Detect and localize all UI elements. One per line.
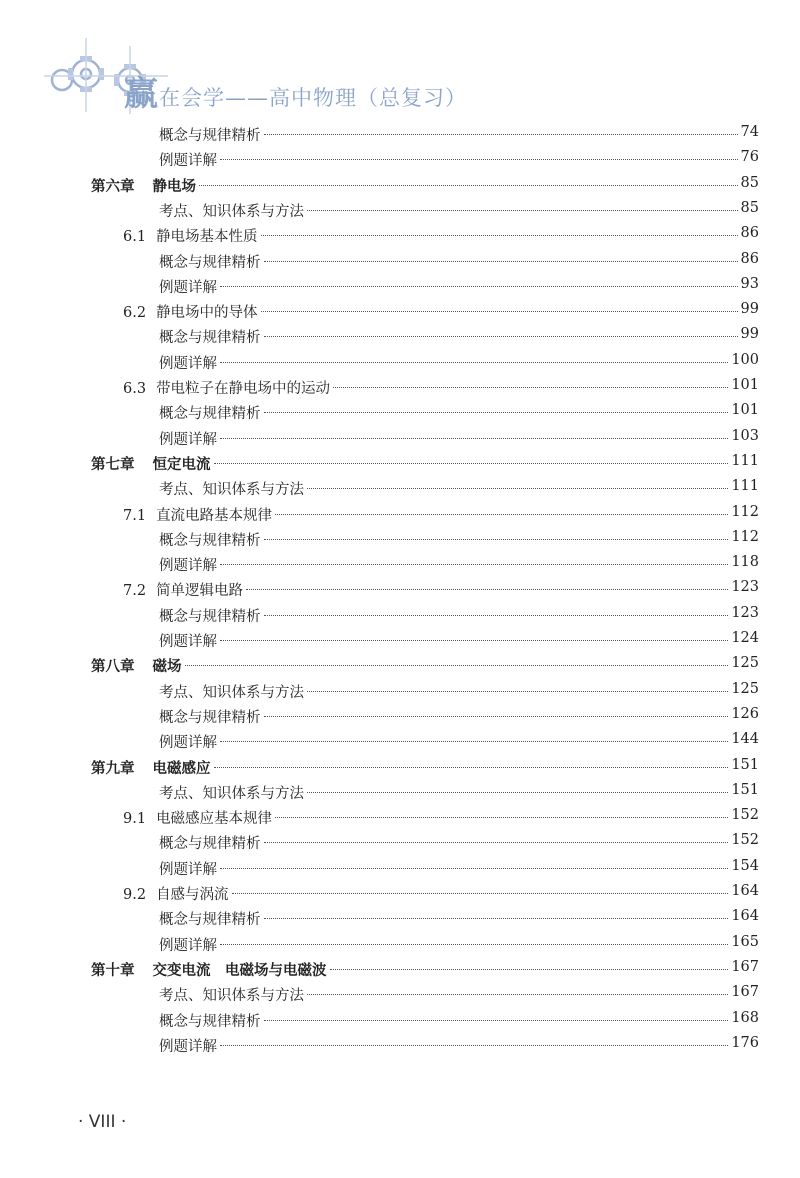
toc-row[interactable] [0,301,800,326]
entry-heading [159,124,261,145]
page-ref: 126 [731,705,759,722]
section-number: 6.3 [123,381,147,397]
toc-row[interactable] [0,428,800,453]
chapter-title: 恒定电流 [152,456,211,473]
leader-dots [220,741,728,742]
entry-heading [159,149,217,170]
chapter-heading [91,757,211,778]
leader-dots [220,564,728,565]
entry-title: 考点、知识体系与方法 [159,203,304,220]
toc-row[interactable] [0,200,800,225]
toc-row[interactable] [0,883,800,908]
toc-row[interactable] [0,807,800,832]
chapter-number: 第十章 [91,962,135,979]
toc-row[interactable] [0,934,800,959]
leader-dots [232,893,729,894]
page-ref: 167 [731,984,759,1001]
leader-dots [264,1020,729,1021]
leader-dots [307,994,728,995]
leader-dots [264,539,729,540]
page-ref: 101 [731,402,759,419]
toc-row[interactable] [0,706,800,731]
page-ref: 111 [731,478,759,495]
page-ref: 168 [731,1009,759,1026]
toc-row[interactable] [0,251,800,276]
entry-title: 概念与规律精析 [159,608,261,625]
entry-title: 例题详解 [159,355,217,372]
entry-title: 例题详解 [159,153,217,170]
leader-dots [220,640,728,641]
entry-heading [159,908,261,929]
entry-heading [159,352,217,373]
entry-heading [159,681,304,702]
page-ref: 86 [740,225,759,242]
chapter-heading [91,959,327,980]
section-heading [123,807,272,828]
section-heading [123,579,243,600]
entry-title: 概念与规律精析 [159,1013,261,1030]
page-ref: 85 [740,199,759,216]
section-number: 7.1 [123,507,147,524]
leader-dots [220,868,728,869]
entry-heading [159,984,304,1005]
entry-heading [159,478,304,499]
chapter-number: 第七章 [91,456,135,473]
entry-heading [159,782,304,803]
entry-title: 例题详解 [159,279,217,296]
entry-title: 考点、知识体系与方法 [159,785,304,802]
entry-title: 概念与规律精析 [159,532,261,549]
page-ref: 101 [731,377,759,393]
toc-row[interactable] [0,681,800,706]
toc-row[interactable] [0,453,800,478]
entry-title: 例题详解 [159,735,217,752]
section-title: 带电粒子在静电场中的运动 [156,381,331,397]
entry-heading [159,428,217,449]
toc-row[interactable] [0,504,800,529]
page-ref: 144 [731,731,759,748]
toc-row[interactable] [0,605,800,630]
entry-heading [159,832,261,853]
entry-title: 考点、知识体系与方法 [159,482,304,499]
page-ref: 152 [731,832,759,849]
page-ref: 76 [740,149,759,166]
chapter-number: 第九章 [91,760,135,777]
chapter-title: 交变电流 电磁场与电磁波 [152,962,327,979]
entry-heading [159,200,304,221]
entry-heading [159,554,217,575]
page-ref: 103 [731,427,759,444]
toc-row[interactable] [0,352,800,377]
toc-row[interactable] [0,326,800,351]
leader-dots [307,210,738,211]
toc-row[interactable] [0,858,800,883]
toc-row[interactable] [0,984,800,1009]
toc-row[interactable] [0,832,800,857]
section-heading [123,883,229,904]
leader-dots [333,387,728,388]
leader-dots [330,969,729,970]
page-number: · VIII · [78,1112,127,1132]
leader-dots [220,286,738,287]
page-ref: 151 [731,756,759,773]
toc-row[interactable] [0,529,800,554]
page-ref: 125 [731,655,759,672]
entry-title: 概念与规律精析 [159,836,261,853]
leader-dots [264,716,729,717]
entry-title: 概念与规律精析 [159,912,261,929]
toc-row[interactable] [0,630,800,655]
book-title-big: 赢 [124,74,159,114]
page-ref: 125 [731,680,759,697]
page-ref: 99 [740,326,759,343]
leader-dots [307,488,728,489]
entry-title: 例题详解 [159,1038,217,1055]
leader-dots [214,767,729,768]
leader-dots [220,362,728,363]
toc-row[interactable] [0,1010,800,1035]
section-number: 7.2 [123,583,147,600]
section-heading [123,377,330,398]
chapter-title: 电磁感应 [152,760,211,777]
toc-row[interactable] [0,402,800,427]
section-title: 静电场中的导体 [156,305,258,322]
toc-row[interactable] [0,959,800,984]
entry-title: 概念与规律精析 [159,406,261,423]
leader-dots [264,918,729,919]
entry-title: 例题详解 [159,937,217,954]
section-title: 自感与涡流 [156,887,229,903]
page-ref: 100 [731,351,759,368]
page-header [38,36,558,116]
leader-dots [199,185,738,186]
chapter-title: 磁场 [152,659,182,676]
page-ref: 74 [740,124,759,140]
entry-title: 概念与规律精析 [159,709,261,726]
toc-row[interactable] [0,377,800,402]
page-ref: 86 [740,250,759,267]
toc-row[interactable] [0,124,800,149]
leader-dots [264,615,729,616]
chapter-heading [91,175,196,196]
toc-row[interactable] [0,757,800,782]
entry-title: 例题详解 [159,558,217,575]
leader-dots [275,514,728,515]
leader-dots [264,412,729,413]
toc-row[interactable] [0,276,800,301]
leader-dots [246,589,728,590]
toc-row[interactable] [0,782,800,807]
page-ref: 99 [740,301,759,318]
page-ref: 124 [731,630,759,646]
toc-row[interactable] [0,554,800,579]
entry-title: 例题详解 [159,861,217,878]
entry-title: 概念与规律精析 [159,128,261,144]
section-title: 直流电路基本规律 [156,507,273,524]
entry-title: 考点、知识体系与方法 [159,988,304,1005]
leader-dots [307,691,728,692]
leader-dots [307,792,728,793]
entry-title: 例题详解 [159,634,217,650]
page-ref: 167 [731,958,759,975]
page-ref: 85 [740,174,759,191]
entry-heading [159,706,261,727]
entry-heading [159,934,217,955]
entry-title: 概念与规律精析 [159,330,261,347]
leader-dots [220,159,738,160]
chapter-title: 静电场 [152,178,196,195]
leader-dots [214,463,729,464]
page-ref: 93 [740,275,759,292]
toc-row[interactable] [0,579,800,604]
toc-row[interactable] [0,655,800,680]
chapter-number: 第六章 [91,178,135,195]
page-ref: 123 [731,604,759,621]
chapter-heading [91,453,211,474]
section-number: 9.2 [123,887,147,903]
toc-row[interactable] [0,731,800,756]
page-ref: 154 [731,857,759,874]
entry-title: 概念与规律精析 [159,254,261,271]
section-number: 9.1 [123,811,147,828]
entry-heading [159,605,261,626]
section-heading [123,225,258,246]
page-ref: 118 [731,554,759,571]
leader-dots [261,235,738,236]
entry-heading [159,858,217,879]
leader-dots [264,134,738,135]
chapter-heading [91,655,182,676]
toc-row[interactable] [0,175,800,200]
entry-heading [159,630,217,651]
toc-row[interactable] [0,1035,800,1060]
entry-heading [159,1035,217,1056]
page-ref: 111 [731,452,759,469]
section-heading [123,301,258,322]
book-title [124,66,467,115]
entry-heading [159,276,217,297]
section-number: 6.2 [123,305,147,322]
entry-title: 例题详解 [159,431,217,448]
toc-row[interactable] [0,225,800,250]
leader-dots [220,944,728,945]
leader-dots [220,438,728,439]
leader-dots [185,665,729,666]
page-ref: 112 [731,503,759,520]
page-ref: 164 [731,908,759,925]
section-number: 6.1 [123,229,147,246]
entry-heading [159,402,261,423]
page-ref: 176 [731,1034,759,1051]
toc-row[interactable] [0,478,800,503]
entry-heading [159,529,261,550]
page-ref: 151 [731,781,759,798]
entry-heading [159,731,217,752]
page-ref: 112 [731,528,759,545]
chapter-number: 第八章 [91,659,135,676]
section-title: 电磁感应基本规律 [156,811,273,828]
page-ref: 152 [731,807,759,824]
toc-row[interactable] [0,149,800,174]
toc-row[interactable] [0,908,800,933]
section-title: 静电场基本性质 [156,229,258,246]
entry-heading [159,251,261,272]
book-title-rest: 在会学——高中物理（总复习） [159,86,467,110]
leader-dots [220,1045,728,1046]
leader-dots [264,261,738,262]
section-heading [123,504,272,525]
leader-dots [264,842,729,843]
section-title: 简单逻辑电路 [156,583,244,600]
leader-dots [275,817,728,818]
leader-dots [264,336,738,337]
entry-heading [159,326,261,347]
page-ref: 164 [731,883,759,899]
page-ref: 123 [731,579,759,596]
page-ref: 165 [731,933,759,950]
entry-heading [159,1010,261,1031]
leader-dots [261,311,738,312]
entry-title: 考点、知识体系与方法 [159,684,304,701]
